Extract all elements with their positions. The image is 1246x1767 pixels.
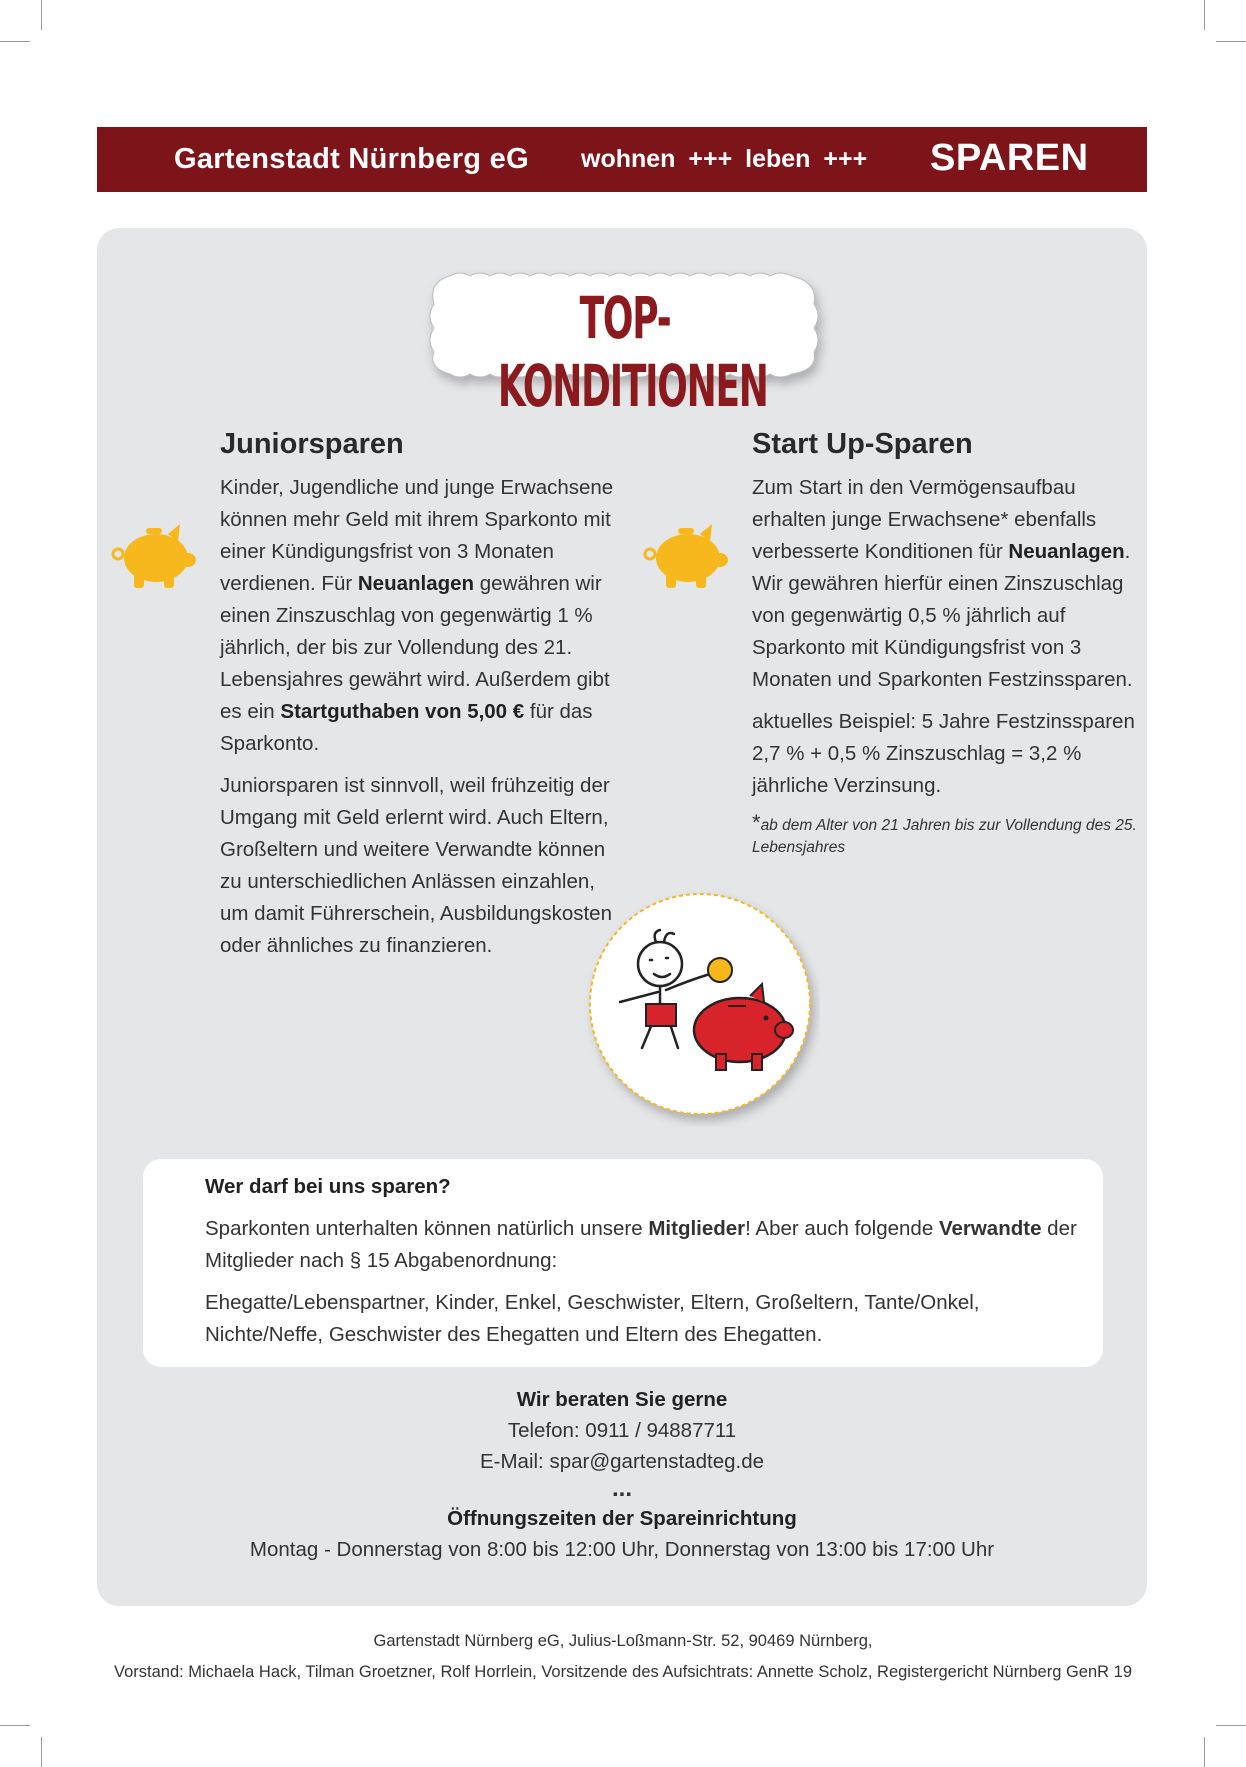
startup-sparen-paragraph-2: aktuelles Beispiel: 5 Jahre Festzinssparen 2,7 % + 0,5 % Zinszuschlag = 3,2 % jährliche Verzinsung. bbox=[752, 710, 1135, 797]
contact-phone: Telefon: 0911 / 94887711 bbox=[507, 1419, 737, 1442]
contact-heading: Wir beraten Sie gerne bbox=[516, 1388, 728, 1411]
legal-board: Vorstand: Michaela Hack, Tilman Groetzner, Rolf Horrlein, Vorsitzende des Aufsichtrats: Annette Scholz, Registergericht Nürnberg GenR 19 bbox=[114, 1663, 1132, 1681]
header-highlight: SPAREN bbox=[930, 137, 1089, 179]
header-tagline: wohnen +++ leben +++ bbox=[581, 145, 868, 173]
crop-mark bbox=[41, 1737, 42, 1767]
eligibility-paragraph-1: Sparkonten unterhalten können natürlich unsere Mitglieder! Aber auch folgende Verwandte der Mitglieder nach § 15 Abgabenordnung: bbox=[205, 1217, 1077, 1272]
header-title: Gartenstadt Nürnberg eG bbox=[174, 143, 529, 175]
startup-sparen-paragraph-1: Zum Start in den Vermögensaufbau erhalten junge Erwachsene* ebenfalls verbesserte Konditionen für Neuanlagen. Wir gewähren hierfür einen Zinszuschlag von gegenwärtig 0,5 % jährlich auf Sparkonto mit Kündigungsfrist von 3 Monaten und Sparkonten Festzinssparen. bbox=[752, 476, 1133, 691]
crop-mark bbox=[0, 1725, 30, 1726]
opening-hours: Montag - Donnerstag von 8:00 bis 12:00 Uhr, Donnerstag von 13:00 bis 17:00 Uhr bbox=[249, 1538, 995, 1561]
crop-mark bbox=[1204, 1737, 1205, 1767]
header-bar bbox=[97, 127, 1147, 192]
crop-mark bbox=[41, 0, 42, 30]
separator-dots: ... bbox=[611, 1475, 632, 1502]
opening-hours-heading: Öffnungszeiten der Spareinrichtung bbox=[447, 1507, 797, 1530]
startup-sparen-heading: Start Up-Sparen bbox=[752, 428, 973, 460]
child-piggy-bank-illustration bbox=[580, 886, 820, 1126]
juniorsparen-heading: Juniorsparen bbox=[220, 428, 404, 460]
crop-mark bbox=[1204, 0, 1205, 30]
juniorsparen-section bbox=[220, 424, 620, 972]
badge-label: TOP-KONDITIONEN bbox=[497, 284, 768, 420]
startup-footnote: *ab dem Alter von 21 Jahren bis zur Vollendung des 25. Lebensjahres bbox=[752, 810, 1137, 856]
eligibility-box bbox=[143, 1159, 1103, 1367]
piggy-bank-icon bbox=[640, 520, 730, 592]
crop-mark bbox=[1216, 41, 1246, 42]
eligibility-heading: Wer darf bei uns sparen? bbox=[205, 1175, 451, 1198]
contact-section bbox=[97, 1384, 1147, 1565]
juniorsparen-paragraph-1: Kinder, Jugendliche und junge Erwachsene können mehr Geld mit ihrem Sparkonto mit einer Kündigungsfrist von 3 Monaten verdienen. Für Neuanlagen gewähren wir einen Zinszuschlag von gegenwärtig 1 % jährlich, der bis zur Vollendung des 21. Lebensjahres gewährt wird. Außerdem gibt es ein Startguthaben von 5,00 € für das Sparkonto. bbox=[220, 476, 614, 755]
juniorsparen-paragraph-2: Juniorsparen ist sinnvoll, weil frühzeitig der Umgang mit Geld erlernt wird. Auch Eltern, Großeltern und weitere Verwandte können zu unterschiedlichen Anlässen einzahlen, um damit Führerschein, Ausbildungskosten oder ähnliches zu finanzieren. bbox=[220, 774, 612, 957]
contact-email[interactable]: E-Mail: spar@gartenstadteg.de bbox=[479, 1450, 765, 1473]
crop-mark bbox=[0, 41, 30, 42]
legal-address: Gartenstadt Nürnberg eG, Julius-Loßmann-Str. 52, 90469 Nürnberg, bbox=[373, 1632, 873, 1650]
eligibility-paragraph-2: Ehegatte/Lebenspartner, Kinder, Enkel, Geschwister, Eltern, Großeltern, Tante/Onkel, Nichte/Neffe, Geschwister des Ehegatten und Eltern des Ehegatten. bbox=[205, 1291, 980, 1346]
piggy-bank-icon bbox=[108, 520, 198, 592]
startup-sparen-section bbox=[752, 424, 1142, 859]
crop-mark bbox=[1216, 1725, 1246, 1726]
top-konditionen-badge bbox=[420, 262, 830, 420]
